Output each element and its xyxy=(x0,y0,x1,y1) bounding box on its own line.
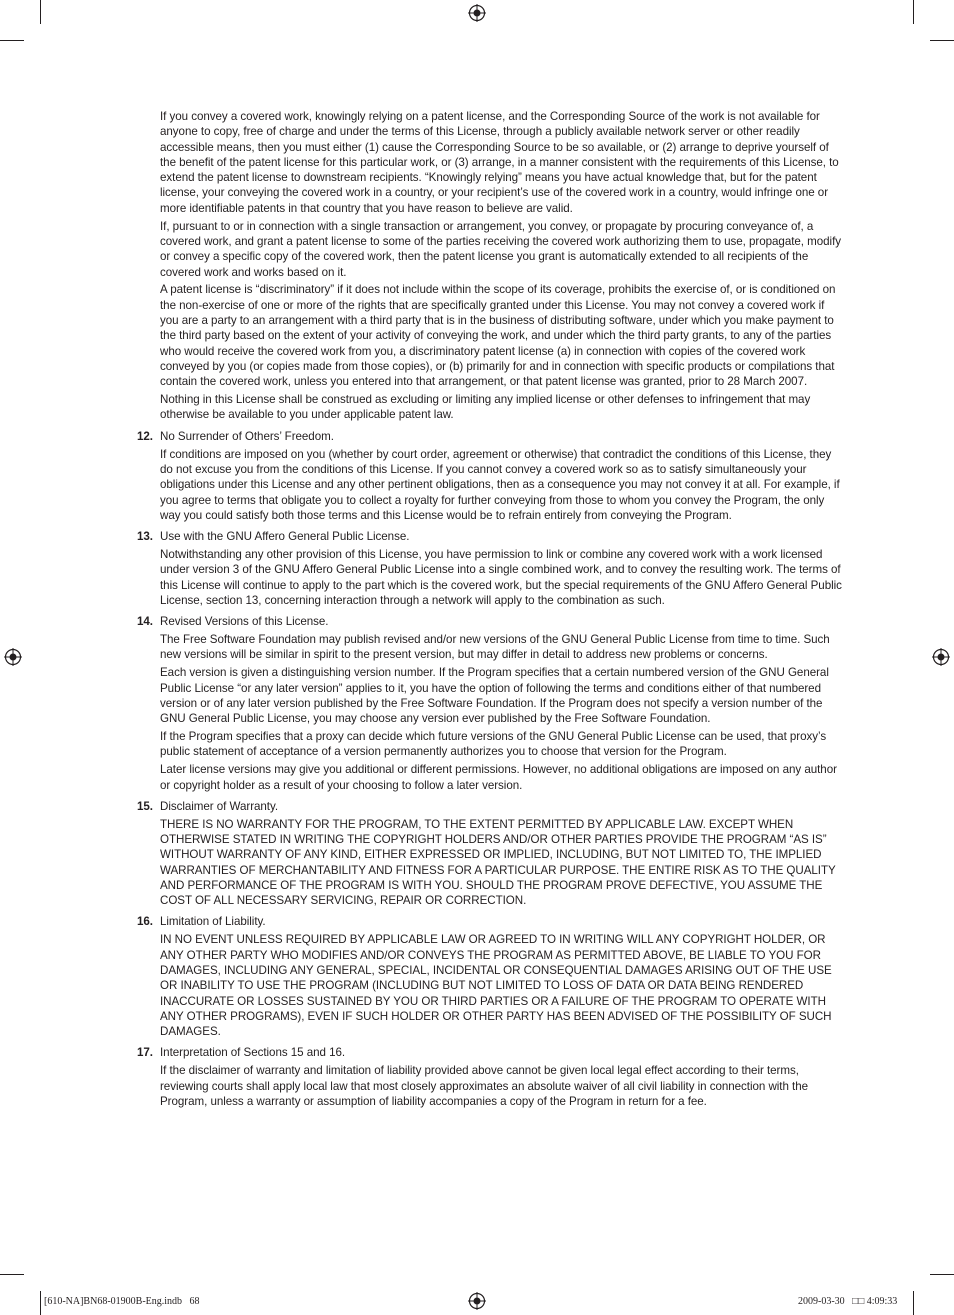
footer-timestamp: 2009-03-30 □□ 4:09:33 xyxy=(798,1296,898,1307)
section-16 xyxy=(137,914,844,1039)
section-paragraph: THERE IS NO WARRANTY FOR THE PROGRAM, TO THE EXTENT PERMITTED BY APPLICABLE LAW. EXCEPT WHEN OTHERWISE STATED IN WRITING THE COPYRIGHT HOLDERS AND/OR OTHER PARTIES PROVIDE THE PROGRAM “AS IS” WITHOUT WARRANTY OF ANY KIND, EITHER EXPRESSED OR IMPLIED, INCLUDING, BUT NOT LIMITED TO, THE IMPLIED WARRANTIES OF MERCHANTABILITY AND FITNESS FOR A PARTICULAR PURPOSE. THE ENTIRE RISK AS TO THE QUALITY AND PERFORMANCE OF THE PROGRAM IS WITH YOU. SHOULD THE PROGRAM PROVE DEFECTIVE, YOU ASSUME THE COST OF ALL NECESSARY SERVICING, REPAIR OR CORRECTION. xyxy=(160,817,836,908)
section-paragraph: If the disclaimer of warranty and limitation of liability provided above cannot be given local legal effect according to their terms, reviewing courts shall apply local law that most closely approximates an absolute waiver of all civil liability in connection with the Program, unless a warranty or assumption of liability accompanies a copy of the Program in return for a fee. xyxy=(160,1064,809,1108)
section-paragraph: The Free Software Foundation may publish revised and/or new versions of the GNU General Public License from time to time. Such new versions will be similar in spirit to the present version, but may differ in detail to address new problems or concerns. xyxy=(160,633,830,662)
section-number: 13. xyxy=(137,530,153,544)
section-17 xyxy=(137,1045,844,1109)
section-15 xyxy=(137,799,844,909)
crop-mark xyxy=(913,1291,914,1315)
section-number: 15. xyxy=(137,799,153,813)
crop-mark xyxy=(0,1274,24,1275)
section-paragraph: Later license versions may give you additional or different permissions. However, no additional obligations are imposed on any author or copyright holder as a result of your choosing to follow a later version. xyxy=(160,763,837,792)
section-paragraph: If the Program specifies that a proxy can decide which future versions of the GNU General Public License can be used, that proxy’s public statement of acceptance of a version permanently authorizes you to choose that version for the Program. xyxy=(160,730,827,759)
section-13 xyxy=(137,529,844,608)
crop-mark xyxy=(930,1274,954,1275)
section-number: 12. xyxy=(137,429,153,443)
crop-mark xyxy=(40,1291,41,1315)
registration-mark-icon xyxy=(468,1292,486,1310)
registration-mark-icon xyxy=(468,4,486,22)
section-12 xyxy=(137,429,844,523)
crop-mark xyxy=(913,0,914,24)
crop-mark xyxy=(930,40,954,41)
section-title: Revised Versions of this License. xyxy=(160,615,329,629)
section-title: Limitation of Liability. xyxy=(160,915,266,929)
section-number: 16. xyxy=(137,915,153,929)
intro-paragraph: Nothing in this License shall be construed as excluding or limiting any implied license or other defenses to infringement that may otherwise be available to you under applicable patent law. xyxy=(160,393,811,422)
section-paragraph: IN NO EVENT UNLESS REQUIRED BY APPLICABLE LAW OR AGREED TO IN WRITING WILL ANY COPYRIGHT HOLDER, OR ANY OTHER PARTY WHO MODIFIES AND/OR CONVEYS THE PROGRAM AS PERMITTED ABOVE, BE LIABLE TO YOU FOR DAMAGES, INCLUDING ANY GENERAL, SPECIAL, INCIDENTAL OR CONSEQUENTIAL DAMAGES ARISING OUT OF THE USE OR INABILITY TO USE THE PROGRAM (INCLUDING BUT NOT LIMITED TO LOSS OF DATA OR DATA BEING RENDERED INACCURATE OR LOSSES SUSTAINED BY YOU OR THIRD PARTIES OR A FAILURE OF THE PROGRAM TO OPERATE WITH ANY OTHER PROGRAMS), EVEN IF SUCH HOLDER OR OTHER PARTY HAS BEEN ADVISED OF THE POSSIBILITY OF SUCH DAMAGES. xyxy=(160,933,832,1039)
section-number: 14. xyxy=(137,615,153,629)
section-title: Use with the GNU Affero General Public License. xyxy=(160,530,410,544)
footer-file-info: [610-NA]BN68-01900B-Eng.indb 68 xyxy=(44,1296,200,1307)
intro-paragraph: A patent license is “discriminatory” if it does not include within the scope of its coverage, prohibits the exercise of, or is conditioned on the non-exercise of one or more of the rights that are specifically granted under this License. You may not convey a covered work if you are a party to an arrangement with a third party that is in the business of distributing software, under which you make payment to the third party based on the extent of your activity of conveying the work, and under which the third party grants, to any of the parties who would receive the covered work from you, a discriminatory patent license (a) in connection with copies of the covered work conveyed by you (or copies made from those copies), or (b) primarily for and in connection with specific products or compilations that contain the covered work, unless you entered into that arrangement, or that patent license was granted, prior to 28 March 2007. xyxy=(160,283,836,389)
crop-mark xyxy=(0,40,24,41)
registration-mark-icon xyxy=(932,648,950,666)
section-title: Interpretation of Sections 15 and 16. xyxy=(160,1046,346,1060)
crop-mark xyxy=(40,0,41,24)
registration-mark-icon xyxy=(4,648,22,666)
intro-paragraph: If, pursuant to or in connection with a single transaction or arrangement, you convey, or propagate by procuring conveyance of, a covered work, and grant a patent license to some of the parties receiving the covered work authorizing them to use, propagate, modify or convey a specific copy of the covered work, then the patent license you grant is automatically extended to all recipients of the covered work and works based on it. xyxy=(160,219,841,279)
section-number: 17. xyxy=(137,1046,153,1060)
section-paragraph: Notwithstanding any other provision of this License, you have permission to link or combine any covered work with a work licensed under version 3 of the GNU Affero General Public License into a single combined work, and to convey the resulting work. The terms of this License will continue to apply to the part which is the covered work, but the special requirements of the GNU Affero General Public License, section 13, concerning interaction through a network will apply to the combination as such. xyxy=(160,547,842,607)
section-paragraph: If conditions are imposed on you (whether by court order, agreement or otherwise) that contradict the conditions of this License, they do not excuse you from the conditions of this License. If you cannot convey a covered work so as to satisfy simultaneously your obligations under this License and any other pertinent obligations, then as a consequence you may not convey it at all. For example, if you agree to terms that obligate you to collect a royalty for further conveying from those to whom you convey the Program, the only way you could satisfy both those terms and this License would be to refrain entirely from conveying the Program. xyxy=(160,447,840,522)
section-14 xyxy=(137,614,844,793)
intro-paragraph: If you convey a covered work, knowingly relying on a patent license, and the Corresponding Source of the work is not available for anyone to copy, free of charge and under the terms of this License, through a publicly available network server or other readily accessible means, then you must either (1) cause the Corresponding Source to be so available, or (2) arrange to deprive yourself of the benefit of the patent license for this particular work, or (3) arrange, in a manner consistent with the requirements of this License, to extend the patent license to downstream recipients. “Knowingly relying” means you have actual knowledge that, but for the patent license, your conveying the covered work in a country, or your recipient’s use of the covered work in a country, would infringe one or more identifiable patents in that country that you have reason to believe are valid. xyxy=(160,110,839,215)
section-title: No Surrender of Others’ Freedom. xyxy=(160,429,334,443)
license-text xyxy=(137,109,844,1112)
section-title: Disclaimer of Warranty. xyxy=(160,799,279,813)
section-paragraph: Each version is given a distinguishing version number. If the Program specifies that a certain numbered version of the GNU General Public License “or any later version” applies to it, you have the option of following the terms and conditions either of that numbered version or of any later version published by the Free Software Foundation. If the Program does not specify a version number of the GNU General Public License, you may choose any version ever published by the Free Software Foundation. xyxy=(160,666,829,726)
